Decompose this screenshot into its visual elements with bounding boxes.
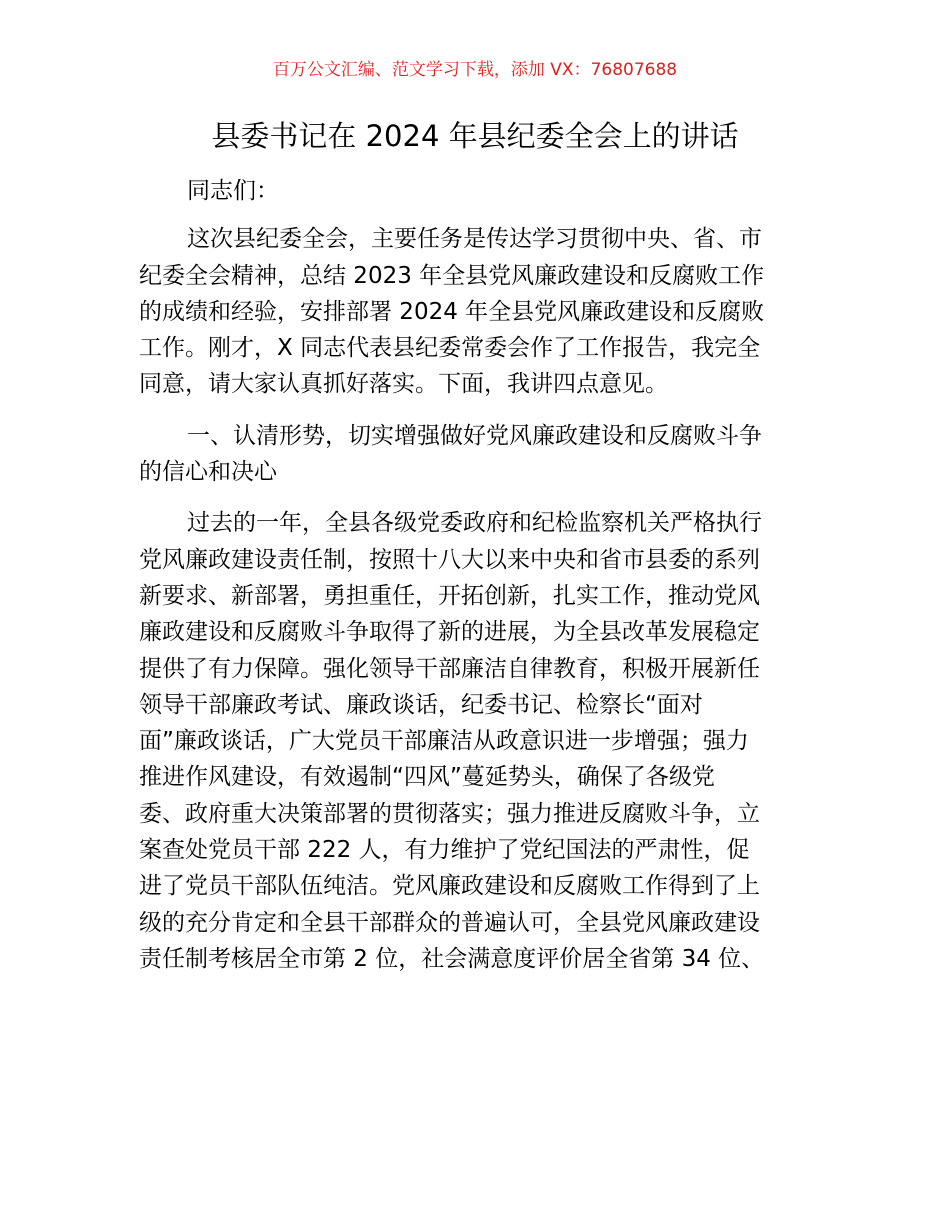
paragraph-line: 纪委全会精神，总结 2023 年全县党风廉政建设和反腐败工作 bbox=[139, 262, 765, 289]
paragraph-review bbox=[139, 505, 815, 977]
paragraph-line: 领导干部廉政考试、廉政谈话，纪委书记、检察长“面对 bbox=[139, 691, 703, 718]
paragraph-line: 委、政府重大决策部署的贯彻落实；强力推进反腐败斗争，立 bbox=[139, 800, 760, 827]
paragraph-line: 推进作风建设，有效遏制“四风”蔓延势头，确保了各级党 bbox=[139, 764, 715, 791]
heading-line: 的信心和决心 bbox=[139, 459, 277, 486]
paragraph-line: 提供了有力保障。强化领导干部廉洁自律教育，积极开展新任 bbox=[139, 655, 760, 682]
paragraph-line: 的成绩和经验，安排部署 2024 年全县党风廉政建设和反腐败 bbox=[139, 298, 765, 325]
paragraph-line: 过去的一年，全县各级党委政府和纪检监察机关严格执行 bbox=[187, 510, 762, 537]
header-watermark: 百万公文汇编、范文学习下载，添加 VX：76807688 bbox=[272, 60, 678, 80]
section-heading-1 bbox=[139, 418, 815, 491]
paragraph-line: 党风廉政建设责任制，按照十八大以来中央和省市县委的系列 bbox=[139, 546, 760, 573]
paragraph-line: 级的充分肯定和全县干部群众的普遍认可，全县党风廉政建设 bbox=[139, 909, 760, 936]
paragraph-line: 面”廉政谈话，广大党员干部廉洁从政意识进一步增强；强力 bbox=[139, 728, 749, 755]
paragraph-line: 责任制考核居全市第 2 位，社会满意度评价居全省第 34 位、 bbox=[139, 945, 765, 972]
paragraph-line: 这次县纪委全会，主要任务是传达学习贯彻中央、省、市 bbox=[187, 226, 762, 253]
document-title: 县委书记在 2024 年县纪委全会上的讲话 bbox=[211, 119, 739, 153]
paragraph-line: 案查处党员干部 222 人，有力维护了党纪国法的严肃性，促 bbox=[139, 837, 750, 864]
document-body bbox=[139, 173, 815, 992]
salutation: 同志们： bbox=[187, 178, 279, 204]
paragraph-line: 进了党员干部队伍纯洁。党风廉政建设和反腐败工作得到了上 bbox=[139, 873, 760, 900]
paragraph-line: 新要求、新部署，勇担重任，开拓创新，扎实工作，推动党风 bbox=[139, 582, 760, 609]
paragraph-line: 同意，请大家认真抓好落实。下面，我讲四点意见。 bbox=[139, 371, 668, 398]
heading-line: 一、认清形势，切实增强做好党风廉政建设和反腐败斗争 bbox=[187, 422, 762, 449]
paragraph-line: 工作。刚才，X 同志代表县纪委常委会作了工作报告，我完全 bbox=[139, 335, 761, 362]
paragraph-line: 廉政建设和反腐败斗争取得了新的进展，为全县改革发展稳定 bbox=[139, 619, 760, 646]
paragraph-intro bbox=[139, 221, 815, 402]
